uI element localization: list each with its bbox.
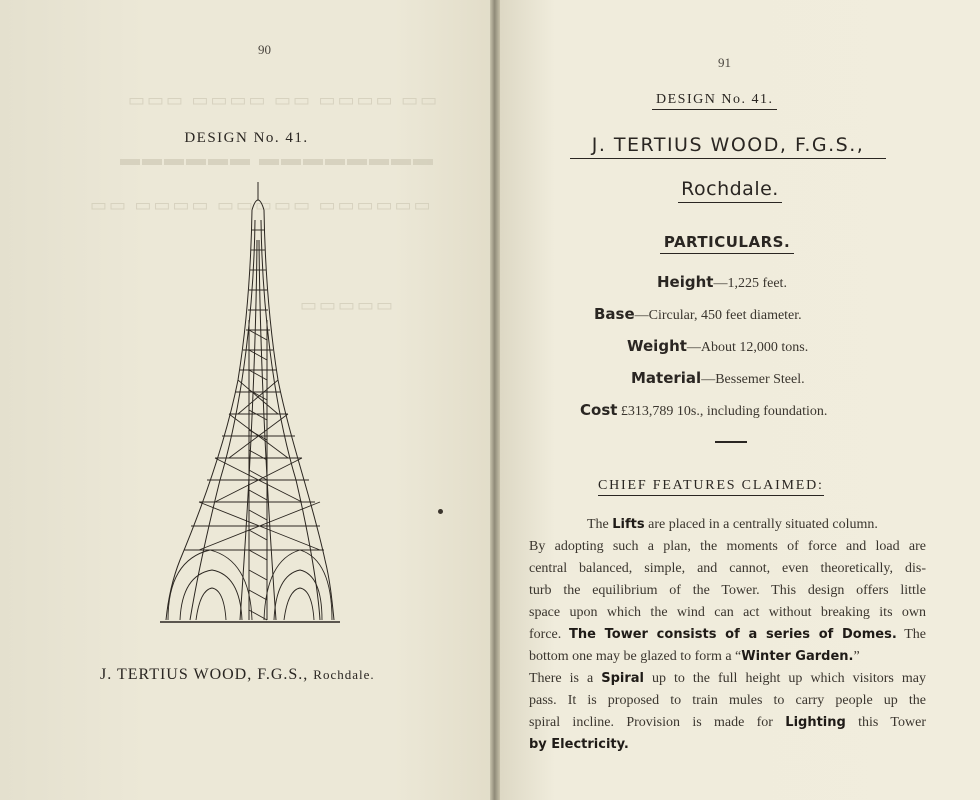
show-through-ghost: ▭▭▭▭▭ — [300, 295, 396, 315]
bold-term: The Tower consists of a series of Domes. — [568, 627, 897, 642]
paragraph-line — [529, 602, 926, 624]
bold-term: by Electricity. — [529, 737, 629, 752]
spec-value: —Circular, 450 feet diameter. — [634, 308, 802, 323]
spec-height — [657, 273, 787, 292]
paragraph-line — [529, 734, 926, 756]
spec-value: —1,225 feet. — [713, 276, 787, 291]
paragraph-text: ” — [853, 649, 860, 664]
spec-label: Weight — [627, 337, 687, 355]
paragraph-text: space upon which the wind can act without breaking its own — [529, 605, 926, 620]
bold-term: Lifts — [612, 517, 645, 532]
spec-material — [631, 369, 805, 388]
ink-speck — [438, 509, 443, 514]
bold-term: Lighting — [785, 715, 846, 730]
spec-label: Cost — [580, 401, 618, 419]
spec-value: —About 12,000 tons. — [686, 340, 809, 355]
paragraph-text: turb the equilibrium of the Tower. This design offers little — [529, 583, 926, 598]
bold-term: Winter Garden. — [741, 649, 854, 664]
spec-label: Height — [657, 273, 714, 291]
paragraph-text: up to the full height up which visitors may — [643, 671, 926, 686]
spec-weight — [627, 337, 808, 356]
show-through-ghost: ▭▭ ▭▭▭▭ ▭▭▭▭▭ ▭▭▭▭▭▭ — [90, 195, 433, 215]
page-number-right: 91 — [718, 55, 731, 70]
paragraph-text: The — [896, 627, 926, 642]
paragraph-line — [529, 536, 926, 558]
paragraph-text: By adopting such a plan, the moments of force and load are — [529, 539, 926, 554]
paragraph-line — [529, 690, 926, 712]
paragraph-text: pass. It is proposed to train mules to carry people up the — [529, 693, 926, 708]
paragraph-line — [529, 646, 926, 668]
paragraph-line — [529, 668, 926, 690]
features-heading: CHIEF FEATURES CLAIMED: — [598, 478, 824, 496]
paragraph-line — [529, 624, 926, 646]
design-heading-left: DESIGN No. 41. — [184, 130, 309, 146]
spec-label: Material — [631, 369, 702, 387]
bold-term: Spiral — [601, 671, 644, 686]
particulars-heading: PARTICULARS. — [660, 233, 794, 254]
paragraph-text: bottom one may be glazed to form a “ — [529, 649, 742, 664]
paragraph-line — [587, 514, 926, 536]
designer-name: J. TERTIUS WOOD, F.G.S., — [570, 134, 886, 159]
paragraph-text: are placed in a centrally situated column. — [644, 517, 878, 532]
paragraph-text: force. — [529, 627, 569, 642]
designer-place: Rochdale. — [678, 178, 782, 203]
spec-value: £313,789 10s., including foundation. — [617, 404, 828, 419]
figure-caption — [100, 666, 375, 684]
paragraph-text: this Tower — [845, 715, 926, 730]
spec-cost — [580, 401, 827, 420]
book-gutter — [490, 0, 500, 800]
spec-label: Base — [594, 305, 635, 323]
show-through-ghost: ▭▭▭ ▭▭▭▭ ▭▭ ▭▭▭▭ ▭▭ — [128, 90, 440, 110]
paragraph-line — [529, 558, 926, 580]
paragraph-line — [529, 580, 926, 602]
figure-caption-main: J. TERTIUS WOOD, F.G.S., — [100, 666, 314, 683]
show-through-ghost: ▬▬▬▬▬▬ ▬▬▬▬▬▬▬▬ — [120, 148, 435, 170]
paragraph-line — [529, 712, 926, 734]
spec-value: —Bessemer Steel. — [701, 372, 805, 387]
tower-illustration — [160, 180, 340, 630]
paragraph-text: There is a — [529, 671, 602, 686]
design-heading-right: DESIGN No. 41. — [652, 92, 777, 110]
spec-base — [594, 305, 802, 324]
section-divider — [715, 441, 747, 443]
paragraph-text: spiral incline. Provision is made for — [529, 715, 786, 730]
figure-caption-place: Rochdale. — [313, 667, 375, 682]
page-number-left: 90 — [258, 42, 271, 57]
paragraph-text: central balanced, simple, and cannot, even theoretically, dis- — [529, 561, 926, 576]
paragraph-text: The — [587, 517, 613, 532]
